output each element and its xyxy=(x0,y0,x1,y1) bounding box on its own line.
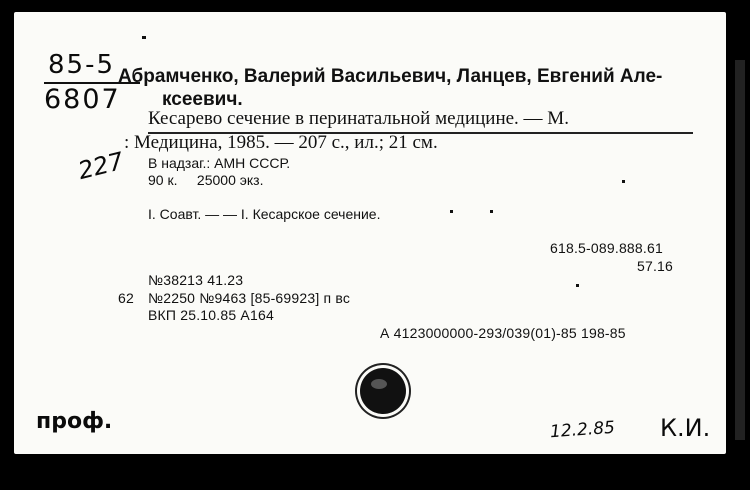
register-line: №2250 №9463 [85-69923] п вс xyxy=(148,290,351,306)
call-number-bottom: 6807 xyxy=(44,84,121,115)
author-line-1: Абрамченко, Валерий Васильевич, Ланцев, Евгений Але- xyxy=(118,66,663,87)
handwritten-bottom-left: проф. xyxy=(36,409,113,434)
catalog-card xyxy=(14,12,726,454)
speck-mark xyxy=(576,284,579,287)
vkp-line: ВКП 25.10.85 А164 xyxy=(148,307,274,323)
classification-udc: 618.5-089.888.61 xyxy=(550,240,663,256)
author-line-2: ксеевич. xyxy=(162,89,243,110)
punch-hole-highlight xyxy=(371,379,387,389)
price-and-print-run: 90 к. 25000 экз. xyxy=(148,172,264,188)
handwritten-initials: К.И. xyxy=(660,414,711,442)
publication-line: : Медицина, 1985. — 207 с., ил.; 21 см. xyxy=(124,132,438,153)
register-prefix: 62 xyxy=(118,290,134,306)
classification-bbk: 57.16 xyxy=(637,258,674,274)
scan-edge xyxy=(735,60,745,440)
punch-hole xyxy=(360,368,406,414)
speck-mark xyxy=(142,36,146,39)
title-line: Кесарево сечение в перинатальной медицине. — М. xyxy=(148,108,569,129)
speck-mark xyxy=(490,210,493,213)
call-number-top: 85-5 xyxy=(48,50,116,80)
catalog-code: А 4123000000-293/039(01)-85 198-85 xyxy=(380,325,626,341)
tracings: I. Соавт. — — I. Кесарское сечение. xyxy=(148,206,381,222)
order-number: №38213 41.23 xyxy=(148,272,244,288)
header-note: В надзаг.: АМН СССР. xyxy=(148,155,291,171)
speck-mark xyxy=(450,210,453,213)
handwritten-margin-number: 227 xyxy=(75,146,127,186)
speck-mark xyxy=(622,180,625,183)
handwritten-date: 12.2.85 xyxy=(549,417,616,443)
